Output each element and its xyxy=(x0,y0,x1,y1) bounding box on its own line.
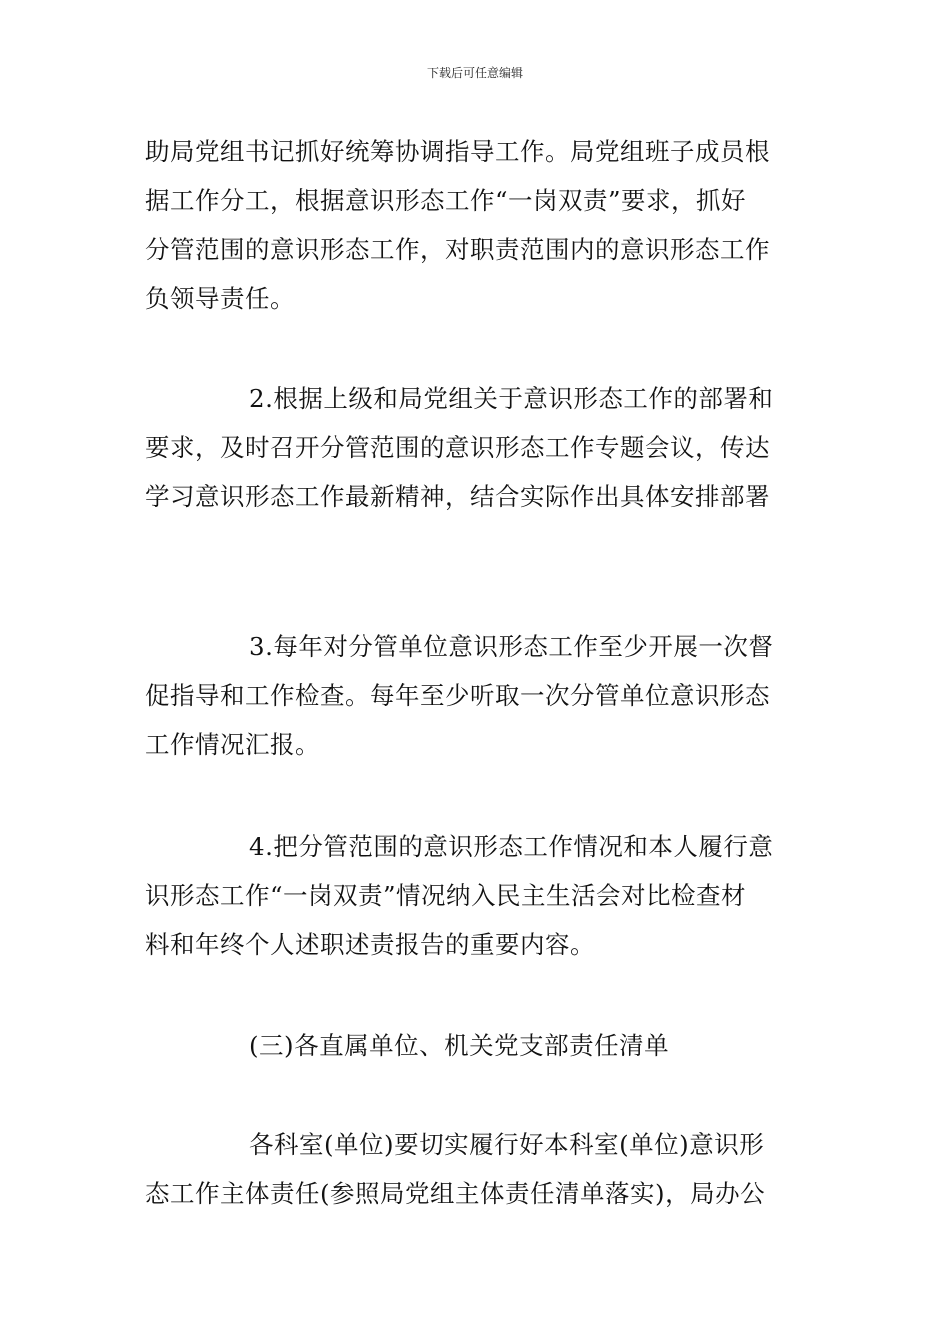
text-line: 分管范围的意识形态工作，对职责范围内的意识形态工作 xyxy=(145,235,770,264)
text-line: 学习意识形态工作最新精神，结合实际作出具体安排部署 xyxy=(145,482,770,511)
text-line: 态工作主体责任(参照局党组主体责任清单落实)，局办公 xyxy=(145,1179,766,1208)
section-heading xyxy=(145,1021,815,1070)
text-line: 促指导和工作检查。每年至少听取一次分管单位意识形态 xyxy=(145,681,770,710)
paragraph xyxy=(145,622,815,769)
text-line: 识形态工作“一岗双责”情况纳入民主生活会对比检查材 xyxy=(145,881,747,910)
text-line: 负领导责任。 xyxy=(145,284,295,313)
page-header: 下载后可任意编辑 xyxy=(426,66,523,80)
paragraph xyxy=(145,822,815,969)
text-line: 各科室(单位)要切实履行好本科室(单位)意识形 xyxy=(249,1130,765,1159)
text-line: 据工作分工，根据意识形态工作“一岗双责”要求，抓好 xyxy=(145,186,747,215)
text-line: 工作情况汇报。 xyxy=(145,730,320,759)
text-line: 3.每年对分管单位意识形态工作至少开展一次督 xyxy=(249,632,774,661)
text-line: 助局党组书记抓好统筹协调指导工作。局党组班子成员根 xyxy=(145,137,770,166)
paragraph xyxy=(145,127,815,323)
text-line: 料和年终个人述职述责报告的重要内容。 xyxy=(145,930,595,959)
text-line: (三)各直属单位、机关党支部责任清单 xyxy=(249,1031,670,1060)
text-line: 要求，及时召开分管范围的意识形态工作专题会议，传达 xyxy=(145,433,770,462)
text-line: 2.根据上级和局党组关于意识形态工作的部署和 xyxy=(249,384,774,413)
paragraph xyxy=(145,374,815,521)
paragraph xyxy=(145,1120,815,1218)
text-line: 4.把分管范围的意识形态工作情况和本人履行意 xyxy=(249,832,774,861)
